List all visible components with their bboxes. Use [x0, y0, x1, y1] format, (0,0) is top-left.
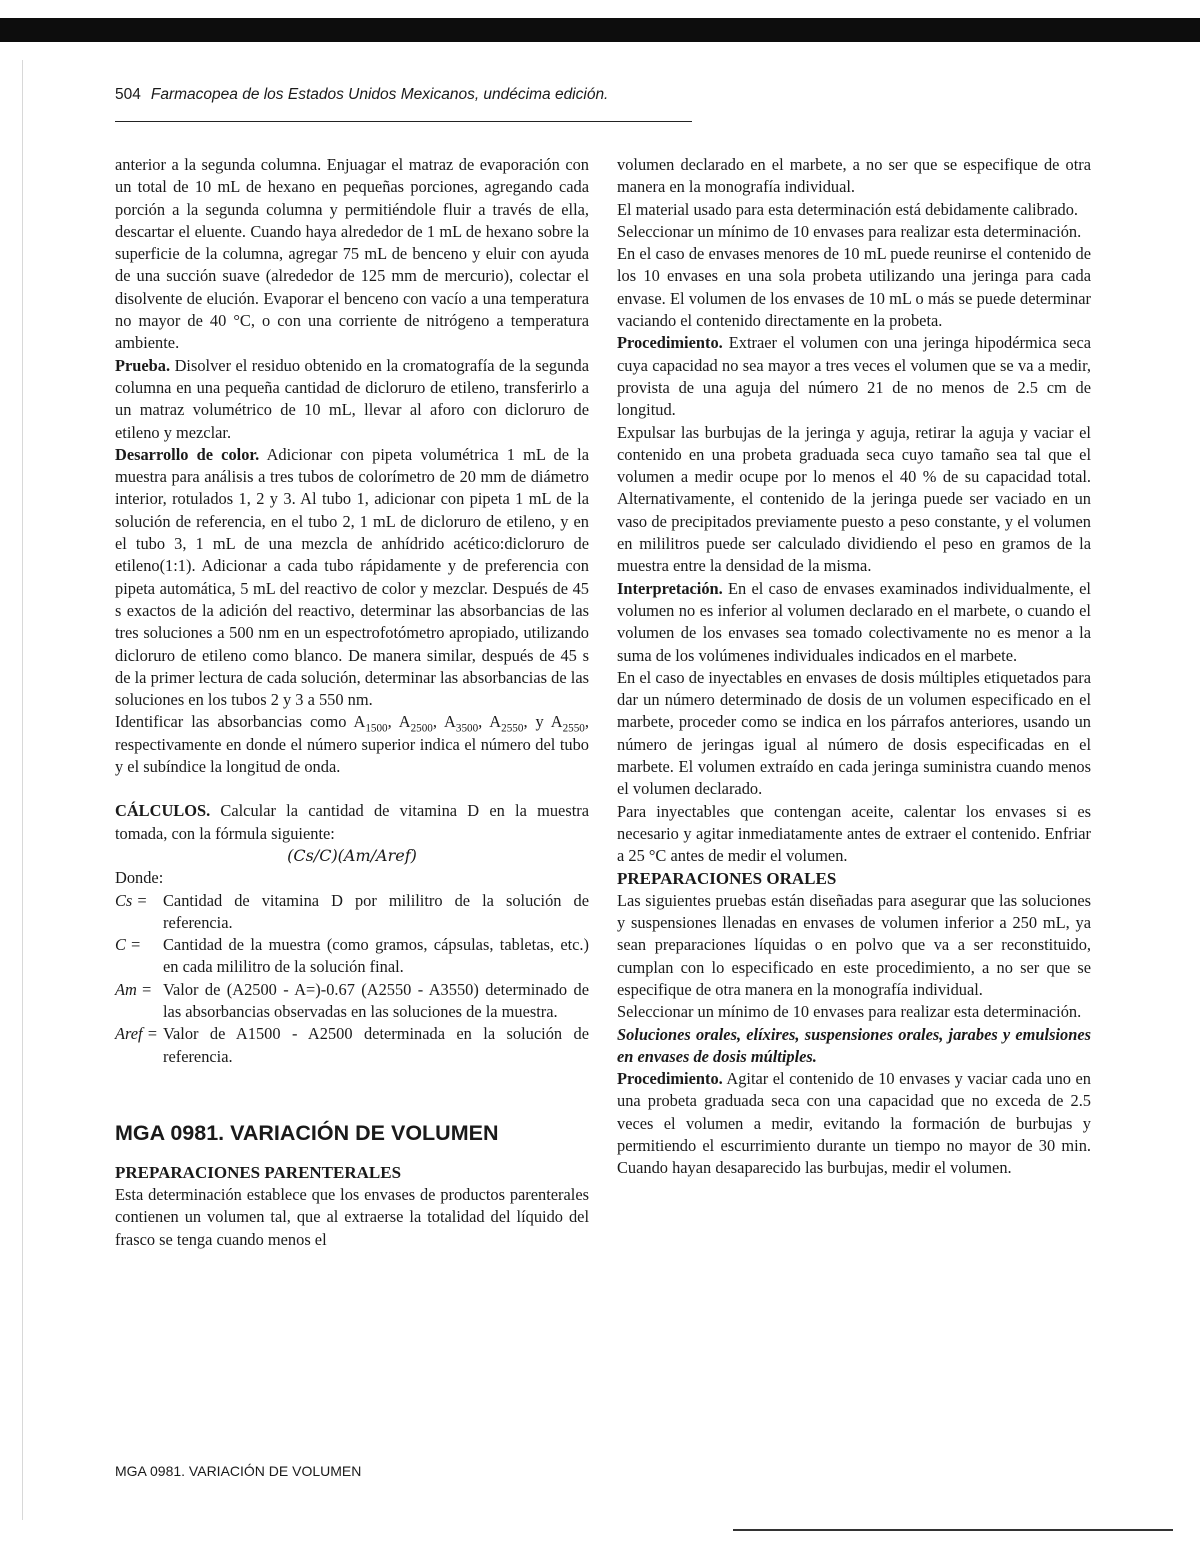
procedimiento-2-text: Agitar el contenido de 10 envases y vaciar cada uno en una probeta graduada seca con una capacidad que no exceda de 2.5 veces el volumen a medir, evitando la formación de burbujas y permitiendo el escurrimiento durante un tiempo no mayor de 30 min. Cuando hayan desaparecido las burbujas, medir el volumen. [617, 1069, 1091, 1178]
def-c-symbol: C = [115, 935, 142, 955]
paragraph-calculos [115, 800, 589, 845]
color-label: Desarrollo de color. [115, 444, 260, 464]
paragraph-parenterales: Esta determinación establece que los envases de productos parenterales contienen un volumen tal, que al extraerse la totalidad del líquido del frasco se tenga cuando menos el [115, 1185, 589, 1249]
donde-label: Donde: [115, 868, 164, 888]
def-cs-text: Cantidad de vitamina D por mililitro de la solución de referencia. [163, 890, 589, 932]
right-column [617, 154, 1091, 1180]
scan-top-bar [0, 18, 1200, 42]
paragraph-inyectables: En el caso de inyectables en envases de dosis múltiples etiquetados para dar un número determinado de dosis de un volumen especificado en el marbete, proceder como se indica en los párrafos anteriores, usando un número de jeringas igual al número de dosis especificadas en el marbete. El volumen extraído en cada jeringa suministra cuando menos el volumen declarado. [617, 667, 1091, 799]
formula: (Cs/C)(Am/Aref) [287, 845, 417, 865]
sub-2550b: 2550 [562, 722, 585, 735]
calculos-label: CÁLCULOS. [115, 801, 211, 821]
sub-2550a: 2550 [501, 722, 524, 735]
soluciones-heading: Soluciones orales, elíxires, suspensiones orales, jarabes y emulsiones en envases de dosis múltiples. [617, 1024, 1091, 1066]
prueba-text: Disolver el residuo obtenido en la cromatografía de la segunda columna en una pequeña cantidad de dicloruro de etileno, transferirlo a un matraz volumétrico de 10 mL, llevar al aforo con dicloruro de etileno y mezclar. [115, 355, 589, 442]
def-c [115, 934, 589, 979]
paragraph-interpretacion [617, 578, 1091, 667]
sub-3500: 3500 [455, 722, 479, 735]
paragraph-identify: Identificar las absorbancias como $A_{1500}$, $A_{2500}$, $A_{3500}$, $A_{2550}$, y $A_{2550}$, respectivamente en donde el número superior indica el número del tubo y el subíndice la longitud de onda. [115, 712, 589, 777]
scan-edge-line [22, 60, 23, 1520]
left-column [115, 154, 589, 1251]
identify-tail: , respectivamente en donde el número superior indica el número del tubo y el subíndice la longitud de onda. [115, 712, 589, 777]
interpretacion-text: En el caso de envases examinados individualmente, el volumen no es inferior al volumen declarado en el marbete, o cuando el volumen de los envases sea tomado colectivamente no es menor a la suma de los volúmenes individuales indicados en el marbete. [617, 578, 1091, 665]
identify-lead: Identificar las absorbancias como A [115, 712, 366, 732]
paragraph-elution: anterior a la segunda columna. Enjuagar el matraz de evaporación con un total de 10 mL de hexano en pequeñas porciones, agregando cada porción a la segunda columna y permitiéndole fluir a través de ella, descartar el eluente. Cuando haya alrededor de 1 mL de hexano sobre la superficie de la columna, agregar 75 mL de benceno y eluir con ayuda de una succión suave (alrededor de 125 mm de mercurio), colectar el disolvente de elución. Evaporar el benceno con vacío a una temperatura no mayor de 40 °C, o con una corriente de nitrógeno a temperatura ambiente. [115, 155, 589, 353]
def-aref [115, 1023, 589, 1068]
paragraph-prueba [115, 355, 589, 444]
paragraph-expulsar: Expulsar las burbujas de la jeringa y aguja, retirar la aguja y vaciar el contenido en una probeta graduada seca cuyo tamaño sea tal que el volumen a medir ocupe por lo menos el 40 % de su capacidad total. Alternativamente, el contenido de la jeringa puede ser vaciado en un vaso de precipitados previamente puesto a peso constante, y el volumen en mililitros puede ser calculado dividiendo el peso en gramos de la muestra entre la densidad de la misma. [617, 422, 1091, 576]
def-c-text: Cantidad de la muestra (como gramos, cápsulas, tabletas, etc.) en cada mililitro de la solución final. [163, 935, 589, 977]
paragraph-procedimiento-2 [617, 1068, 1091, 1179]
paragraph-aceite: Para inyectables que contengan aceite, calentar los envases si es necesario y agitar inmediatamente antes de extraer el contenido. Enfriar a 25 °C antes de medir el volumen. [617, 801, 1091, 866]
paragraph-volumen: volumen declarado en el marbete, a no ser que se especifique de otra manera en la monografía individual. [617, 155, 1091, 197]
paragraph-material: El material usado para esta determinación está debidamente calibrado. [617, 199, 1079, 219]
sub-1500: 1500 [365, 722, 388, 735]
procedimiento-label: Procedimiento. [617, 333, 723, 353]
calculos-text: Calcular la cantidad de vitamina D en la muestra tomada, con la fórmula siguiente: [115, 801, 589, 843]
orales-heading: PREPARACIONES ORALES [617, 868, 837, 888]
color-text: Adicionar con pipeta volumétrica 1 mL de la muestra para análisis a tres tubos de colorímetro de 20 mm de diámetro interior, rotulados 1, 2 y 3. Al tubo 1, adicionar con pipeta 1 mL de la solución de referencia, en el tubo 2, 1 mL de dicloruro de etileno, y en el tubo 3, 1 mL de una mezcla de anhídrido acético:dicloruro de etileno(1:1). Adicionar a cada tubo rápidamente y de preferencia con pipeta automática, 5 mL del reactivo de color y mezclar. Después de 45 s exactos de la adición del reactivo, determinar las absorbancias de las tres soluciones a 500 nm en un espectrofotómetro apropiado, utilizando dicloruro de etileno como blanco. De manera similar, después de 45 s de la primer lectura de cada solución, determinar las absorbancias de las soluciones en los tubos 2 y 3 a 550 nm. [115, 444, 589, 710]
def-aref-symbol: Aref = [115, 1024, 158, 1044]
procedimiento-2-label: Procedimiento. [617, 1069, 723, 1089]
procedimiento-text: Extraer el volumen con una jeringa hipodérmica seca cuya capacidad no sea mayor a tres veces el volumen que se va a medir, provista de una aguja del número 21 de no menos de 2.5 cm de longitud. [617, 333, 1091, 420]
def-cs-symbol: Cs = [115, 890, 148, 910]
def-aref-text: Valor de A1500 - A2500 determinada en la solución de referencia. [163, 1024, 589, 1066]
page-number: 504 [115, 86, 141, 103]
paragraph-procedimiento [617, 332, 1091, 421]
paragraph-seleccionar-2: Seleccionar un mínimo de 10 envases para realizar esta determinación. [617, 1002, 1082, 1022]
interpretacion-label: Interpretación. [617, 578, 723, 598]
def-cs [115, 890, 589, 935]
header-rule [115, 121, 692, 122]
paragraph-envases: En el caso de envases menores de 10 mL puede reunirse el contenido de los 10 envases en una sola probeta utilizando una jeringa para cada envase. El volumen de los envases de 10 mL o más se puede determinar vaciando el contenido directamente en la probeta. [617, 244, 1091, 331]
paragraph-color [115, 444, 589, 712]
parenterales-heading: PREPARACIONES PARENTERALES [115, 1162, 402, 1182]
def-am-text: Valor de (A2500 - A=)-0.67 (A2550 - A3550) determinado de las absorbancias observadas en las soluciones de la muestra. [163, 979, 589, 1021]
paragraph-seleccionar: Seleccionar un mínimo de 10 envases para realizar esta determinación. [617, 221, 1082, 241]
prueba-label: Prueba. [115, 355, 171, 375]
running-header [115, 86, 695, 104]
def-am-symbol: Am = [115, 979, 153, 999]
sub-2500: 2500 [410, 722, 433, 735]
section-title: MGA 0981. VARIACIÓN DE VOLUMEN [115, 1120, 499, 1145]
book-title: Farmacopea de los Estados Unidos Mexicanos, undécima edición. [150, 86, 609, 103]
paragraph-orales: Las siguientes pruebas están diseñadas para asegurar que las soluciones y suspensiones llenadas en envases de volumen inferior a 250 mL, ya sean preparaciones líquidas o en polvo que va a ser reconstituido, cumplan con lo especificado en este procedimiento, a no ser que se especifique de otra manera en la monografía individual. [617, 890, 1091, 999]
footer-rule [733, 1529, 1173, 1531]
def-am [115, 979, 589, 1024]
running-footer: MGA 0981. VARIACIÓN DE VOLUMEN [115, 1463, 362, 1479]
